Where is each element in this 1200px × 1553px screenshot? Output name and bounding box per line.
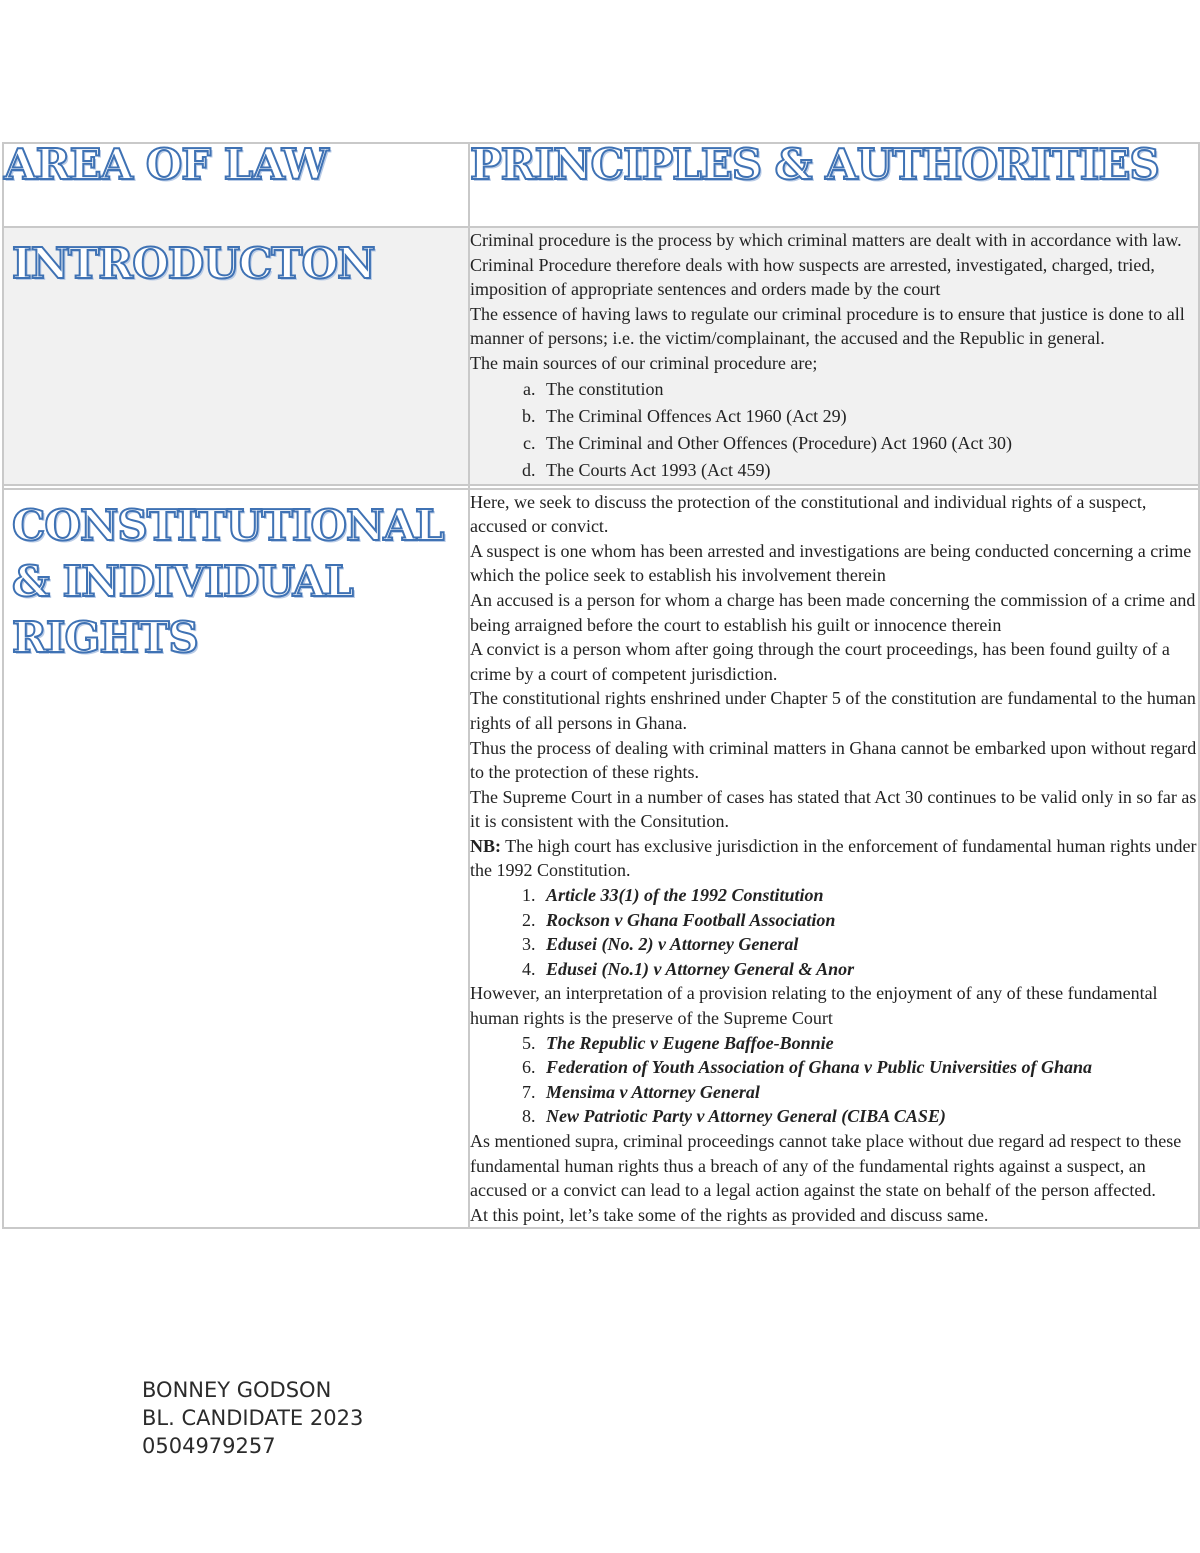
paragraph: As mentioned supra, criminal proceedings cannot take place without due regard ad respect to these fundamental human rights thus a breach of any of the fundamental rights against a suspect, an accused or a convict can lead to a legal action against the state on behalf of the person affected. [470,1131,1182,1201]
paragraph: A convict is a person whom after going through the court proceedings, has been found guilty of a crime by a court of competent jurisdiction. [470,639,1170,684]
paragraph: At this point, let’s take some of the rights as provided and discuss same. [470,1204,989,1225]
list-item: a. The constitution [540,376,1198,403]
paragraph: The essence of having laws to regulate our criminal procedure is to ensure that justice is done to all manner of persons; i.e. the victim/complainant, the accused and the Republic in general. [470,303,1185,349]
author-title: BL. CANDIDATE 2023 [142,1406,364,1430]
paragraph: Here, we seek to discuss the protection of the constitutional and individual rights of a suspect, accused or convict. [470,491,1147,537]
nb-text: The high court has exclusive jurisdiction in the enforcement of fundamental human rights under the 1992 Constitution. [470,835,1197,881]
case-item: 8. New Patriotic Party v Attorney General (CIBA CASE) [540,1104,1198,1129]
paragraph: Criminal procedure is the process by which criminal matters are dealt with in accordance with law. [470,230,1182,250]
case-item: 7. Mensima v Attorney General [540,1080,1198,1105]
author-name: BONNEY GODSON [142,1378,332,1402]
nb-paragraph [470,834,1198,883]
table-header-row [3,143,1199,227]
case-item: 4. Edusei (No.1) v Attorney General & Anor [540,957,1198,982]
area-cell-introduction [3,227,469,485]
case-item: 3. Edusei (No. 2) v Attorney General [540,932,1198,957]
law-table [2,142,1200,1229]
principles-cell-constitutional-rights [469,489,1199,1229]
paragraph: The Supreme Court in a number of cases has stated that Act 30 continues to be valid only in so far as it is consistent with the Consitution. [470,786,1197,832]
header-cell-principles [469,140,1199,227]
paragraph: Criminal Procedure therefore deals with how suspects are arrested, investigated, charged, tried, imposition of appropriate sentences and orders made by the court [470,254,1155,300]
case-item: 5. The Republic v Eugene Baffoe-Bonnie [540,1031,1198,1056]
case-item: 2. Rockson v Ghana Football Association [540,908,1198,933]
header-cell-area [3,140,469,227]
table-row-introduction [3,227,1199,485]
area-title-introduction: INTRODUCTON [12,239,375,288]
case-item: 1. Article 33(1) of the 1992 Constitution [540,883,1198,908]
principles-heading: PRINCIPLES & AUTHORITIES [470,140,1159,189]
paragraph: Thus the process of dealing with criminal matters in Ghana cannot be embarked upon without regard to the protection of these rights. [470,737,1197,783]
area-of-law-heading: AREA OF LAW [4,140,328,189]
list-item: b. The Criminal Offences Act 1960 (Act 29) [540,403,1198,430]
paragraph: A suspect is one whom has been arrested and investigations are being conducted concerning a crime which the police seek to establish his involvement therein [470,540,1192,586]
list-item: c. The Criminal and Other Offences (Procedure) Act 1960 (Act 30) [540,430,1198,457]
case-item: 6. Federation of Youth Association of Ghana v Public Universities of Ghana [540,1055,1198,1080]
area-title-constitutional-rights: CONSTITUTIONAL & INDIVIDUAL RIGHTS [12,500,444,662]
area-cell-constitutional-rights [3,489,469,1229]
author-footer [142,1376,363,1460]
list-item: d. The Courts Act 1993 (Act 459) [540,457,1198,484]
nb-label: NB: [470,835,501,856]
author-phone: 0504979257 [142,1434,276,1458]
paragraph: The main sources of our criminal procedure are; [470,352,818,373]
paragraph: However, an interpretation of a provision relating to the enjoyment of any of these fundamental human rights is the preserve of the Supreme Court [470,983,1158,1029]
paragraph: An accused is a person for whom a charge has been made concerning the commission of a crime and being arraigned before the court to establish his guilt or innocence therein [470,589,1196,635]
principles-cell-introduction [469,227,1199,485]
table-row-constitutional-rights [3,489,1199,1229]
cases-list-supreme-court [470,1031,1198,1129]
paragraph: The constitutional rights enshrined under Chapter 5 of the constitution are fundamental to the human rights of all persons in Ghana. [470,688,1196,733]
sources-list [470,376,1198,484]
cases-list-high-court [470,883,1198,981]
